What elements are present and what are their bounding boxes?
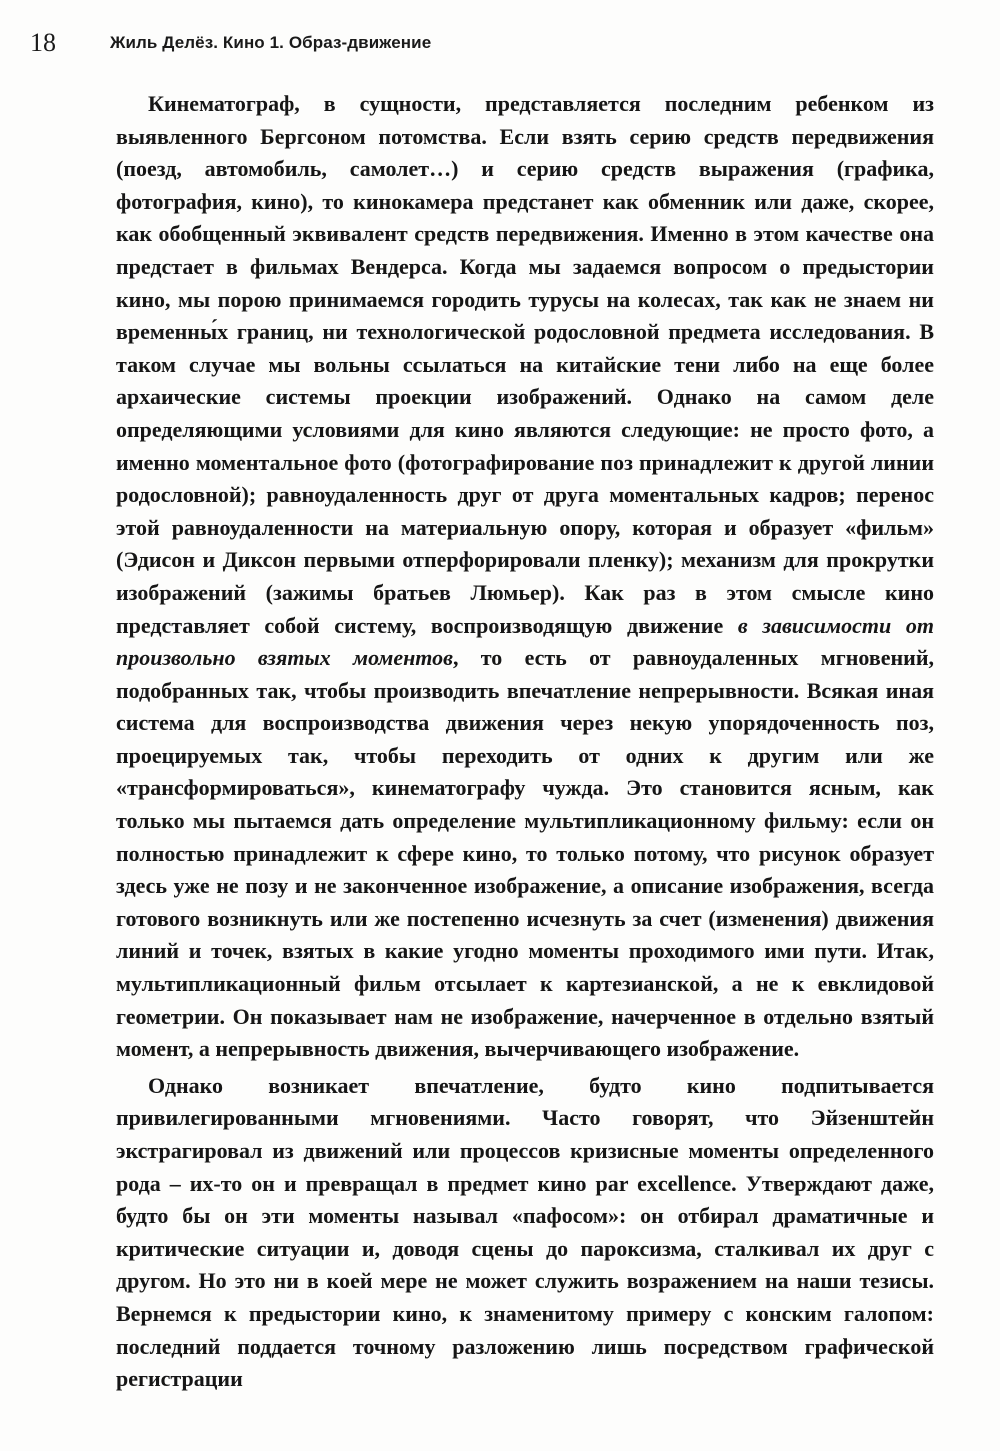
running-head: [30, 26, 930, 60]
running-title: Жиль Делёз. Кино 1. Образ-движение: [110, 33, 432, 52]
paragraph-1-emphasis: в зависимости от произвольно взятых моментов: [116, 612, 934, 671]
paragraph-1-text-before: Кинематограф, в сущности, представляется последним ребенком из выявленного Бергсоном потомства. Если взять серию средств передвижения (поезд, автомобиль, самолет…) и серию средств выражения (графика, фотография, кино), то кинокамера предстанет как обменник или даже, скорее, как обобщенный эквивалент средств передвижения. Именно в этом качестве она предстает в фильмах Вендерса. Когда мы задаемся вопросом о предыстории кино, мы порою принимаемся городить турусы на колесах, так как не знаем ни временны́х границ, ни технологической родословной предмета исследования. В таком случае мы вольны ссылаться на китайские тени либо на еще более архаические системы проекции изображений. Однако на самом деле определяющими условиями для кино являются следующие: не просто фото, а именно моментальное фото (фотографирование поз принадлежит к другой линии родословной); равноудаленность друг от друга моментальных кадров; перенос этой равноудаленности на материальную опору, которая и образует «фильм» (Эдисон и Диксон первыми отперфорировали пленку); механизм для прокрутки изображений (зажимы братьев Люмьер). Как раз в этом смысле кино представляет собой систему, воспроизводящую движение: [116, 91, 934, 638]
body-text: [116, 88, 934, 1396]
paragraph-1-text-after: , то есть от равноудаленных мгновений, подобранных так, чтобы производить впечатление непрерывности. Всякая иная система для воспроизводства движения через некую упорядоченность поз, проецируемых так, чтобы переходить от одних к другим или же «трансформироваться», кинематографу чужда. Это становится ясным, как только мы пытаемся дать определение мультипликационному фильму: если он полностью принадлежит к сфере кино, то только потому, что рисунок образует здесь уже не позу и не законченное изображение, а описание изображения, всегда готового возникнуть или же постепенно исчезнуть за счет (изменения) движения линий и точек, взятых в какие угодно моменты проходимого ими пути. Итак, мультипликационный фильм отсылает к картезианской, а не к евклидовой геометрии. Он показывает нам не изображение, начерченное в отдельно взятый момент, а непрерывность движения, вычерчивающего изображение.: [116, 645, 935, 1062]
paragraph-2: Однако возникает впечатление, будто кино подпитывается привилегированными мгновениями. Часто говорят, что Эйзенштейн экстрагировал из движений или процессов кризисные моменты определенного рода – их-то он и превращал в предмет кино par excellence. Утверждают даже, будто бы он эти моменты называл «пафосом»: он отбирал драматичные и критические ситуации и, доводя сцены до пароксизма, сталкивал их друг с другом. Но это ни в коей мере не может служить возражением на наши тезисы. Вернемся к предыстории кино, к знаменитому примеру с конским галопом: последний поддается точному разложению лишь посредством графической регистрации: [116, 1072, 934, 1392]
page-number: 18: [30, 28, 56, 57]
paragraph-1: [116, 88, 934, 1066]
